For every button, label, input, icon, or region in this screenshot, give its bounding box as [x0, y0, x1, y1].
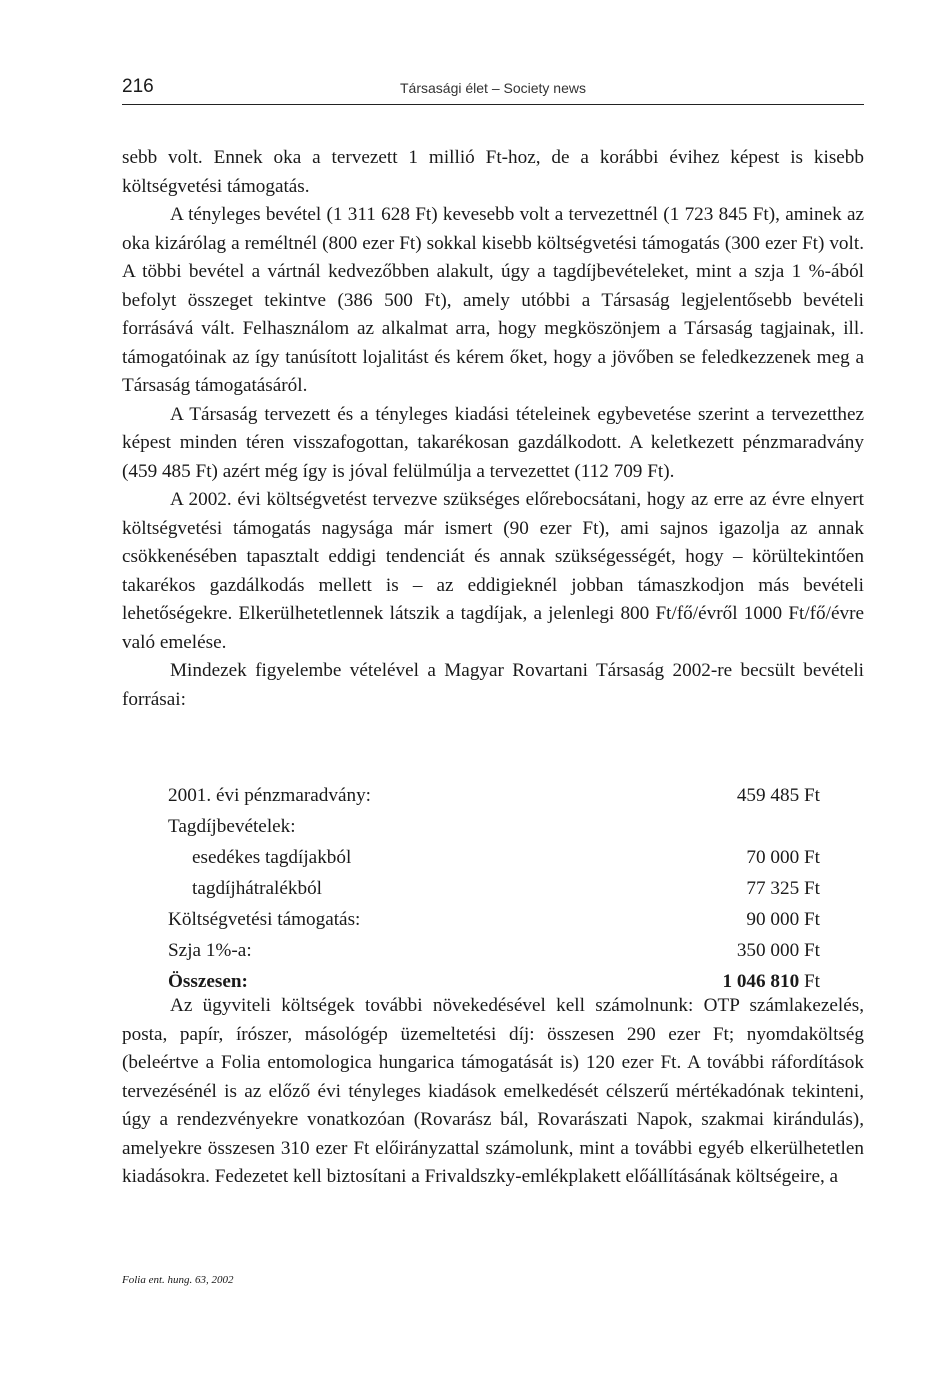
body-text-top	[122, 144, 864, 714]
budget-row	[168, 842, 820, 873]
page-header	[122, 76, 864, 105]
paragraph: A 2002. évi költségvetést tervezve szükséges előrebocsátani, hogy az erre az évre elnyert költségvetési támogatás nagysága már ismert (90 ezer Ft), ami sajnos igazolja az annak csökkenésében tapasztalt eddigi tendenciát és annak szükségességét, hogy – körültekintően takarékos gazdálkodás mellett is – az eddigieknél jobban támaszkodjon más bevételi lehetőségekre. Elkerülhetetlennek látszik a tagdíjak, a jelenlegi 800 Ft/fő/évről 1000 Ft/fő/évre való emelése.	[122, 489, 864, 653]
paragraph: A tényleges bevétel (1 311 628 Ft) kevesebb volt a tervezettnél (1 723 845 Ft), aminek az oka kizárólag a reméltnél (800 ezer Ft) sokkal kisebb költségvetési támogatás (300 ezer Ft) volt. A többi bevétel a vártnál kedvezőbben alakult, úgy a tagdíjbevételeket, mint a szja 1 %-ából befolyt összeget tekintve (386 500 Ft), amely utóbbi a Társaság legjelentősebb bevételi forrásává vált. Felhasználom az alkalmat arra, hogy megköszönjem a Társaság tagjainak, ill. támogatóinak az így tanúsított lojalitást és kérem őket, hogy a jövőben se feledkezzenek meg a Társaság támogatásáról.	[122, 204, 864, 396]
paragraph: A Társaság tervezett és a tényleges kiadási tételeinek egybevetése szerint a tervezetthez képest minden téren visszafogottan, takarékosan gazdálkodott. A keletkezett pénzmaradvány (459 485 Ft) azért még így is jóval felülmúlja a tervezettet (112 709 Ft).	[122, 403, 864, 482]
footer-citation: Folia ent. hung. 63, 2002	[122, 1274, 234, 1286]
budget-row	[168, 873, 820, 904]
budget-label: esedékes tagdíjakból	[192, 847, 352, 868]
page-number: 216	[122, 76, 154, 97]
budget-amount: 350 000 Ft	[736, 940, 820, 961]
budget-label: tagdíjhátralékból	[192, 878, 323, 899]
budget-total-amount: 1 046 810 Ft	[722, 971, 820, 992]
budget-amount: 77 325 Ft	[746, 878, 820, 899]
budget-row	[168, 811, 820, 842]
paragraph: sebb volt. Ennek oka a tervezett 1 millió Ft-hoz, de a korábbi évihez képest is kisebb költségvetési támogatás.	[122, 147, 864, 197]
budget-row	[168, 935, 820, 966]
budget-amount: 459 485 Ft	[736, 785, 820, 806]
budget-label: 2001. évi pénzmaradvány:	[168, 785, 371, 806]
body-text-bottom	[122, 992, 864, 1192]
budget-amount: 90 000 Ft	[746, 909, 820, 930]
budget-row	[168, 904, 820, 935]
paragraph: Mindezek figyelembe vételével a Magyar Rovartani Társaság 2002-re becsült bevételi forrásai:	[122, 660, 864, 710]
budget-label: Tagdíjbevételek:	[168, 816, 296, 837]
budget-label: Költségvetési támogatás:	[168, 909, 361, 930]
paragraph: Az ügyviteli költségek további növekedésével kell számolnunk: OTP számlakezelés, posta, papír, írószer, másológép üzemeltetési díj: összesen 290 ezer Ft; nyomdaköltség (beleértve a Folia entomologica hungarica támogatását is) 120 ezer Ft. A további ráfordítások tervezésénél is az előző évi tényleges kiadások emelkedését célszerű mértékadónak tekinteni, úgy a rendezvényekre vonatkozóan (Rovarász bál, Rovarászati Napok, szakmai kirándulás), amelyekre összesen 310 ezer Ft előirányzattal számolunk, mint a további egyéb elkerülhetetlen kiadásokra. Fedezetet kell biztosítani a Frivaldszky-emlékplakett előállításának költségeire, a	[122, 995, 864, 1187]
budget-amount: 70 000 Ft	[746, 847, 820, 868]
running-title: Társasági élet – Society news	[400, 80, 586, 96]
budget-label: Szja 1%-a:	[168, 940, 252, 961]
budget-table	[168, 780, 820, 997]
budget-row	[168, 780, 820, 811]
budget-total-label: Összesen:	[168, 971, 248, 992]
